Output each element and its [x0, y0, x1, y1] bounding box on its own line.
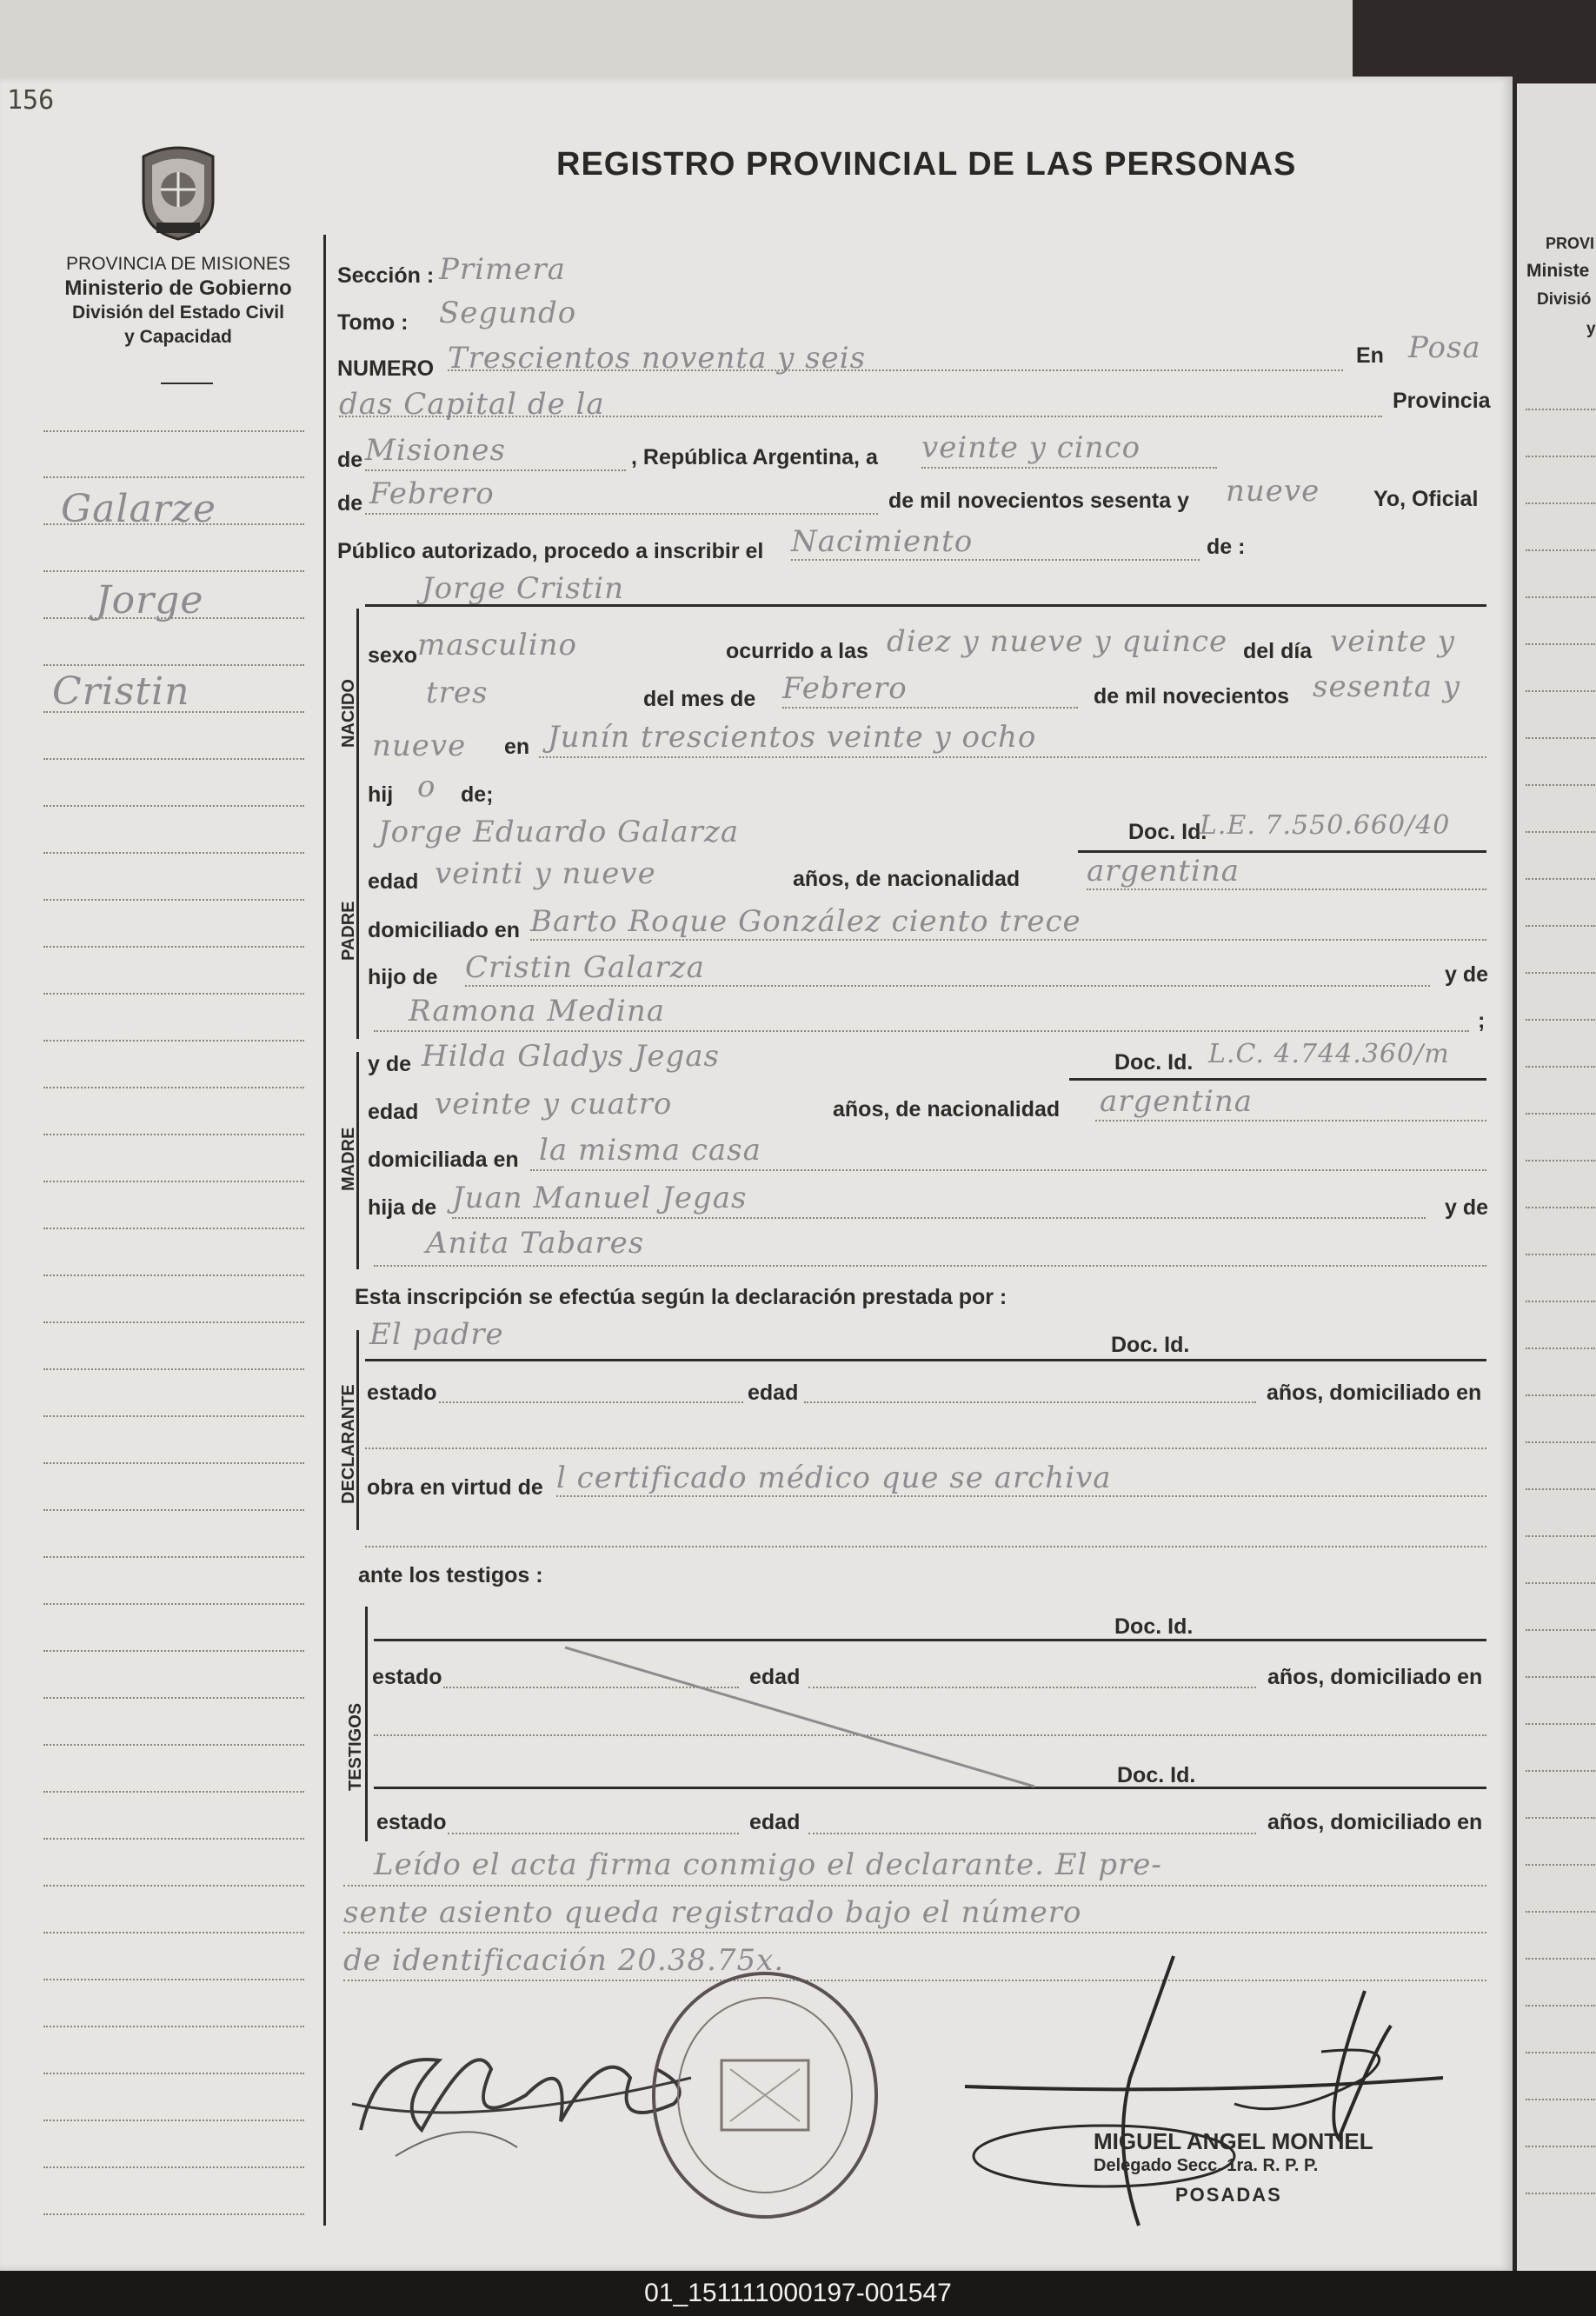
side-page-line: [1526, 596, 1595, 598]
year-value: nueve: [1226, 474, 1320, 509]
child-name-line: [365, 604, 1486, 607]
lugar-line: [539, 756, 1486, 758]
division-label-2: y Capacidad: [124, 327, 232, 347]
margin-line: [43, 1932, 304, 1933]
province-seal-icon: [130, 139, 226, 243]
margin-line: [43, 2120, 304, 2121]
hij-label: hij: [368, 782, 394, 807]
corner-number: 156: [7, 85, 55, 116]
issuer-block: [35, 252, 322, 349]
declarante-intro: Esta inscripción se efectúa según la declaración prestada por :: [355, 1285, 1007, 1309]
madre-abuela: Anita Tabares: [426, 1226, 645, 1261]
side-page-line: [1526, 1676, 1595, 1678]
margin-line: [43, 1181, 304, 1182]
margin-line: [43, 1228, 304, 1229]
madre-hija-label: hija de: [368, 1195, 437, 1220]
margin-note-surname: Galarze: [61, 487, 216, 531]
ministry-label: Ministerio de Gobierno: [64, 276, 292, 300]
madre-domicilio-value: la misma casa: [539, 1133, 761, 1168]
province-value: Misiones: [365, 433, 506, 468]
form-left-border: [323, 235, 326, 2226]
side-page-line: [1526, 1911, 1595, 1913]
seccion-value: Primera: [439, 252, 566, 287]
padre-abuela-line: [374, 1030, 1469, 1032]
margin-line: [43, 993, 304, 995]
numero-label: NUMERO: [337, 356, 435, 381]
madre-hija-value: Juan Manuel Jegas: [452, 1181, 748, 1215]
margin-line: [43, 1274, 304, 1276]
padre-section-label: PADRE: [339, 901, 358, 961]
declarante-obra-label: obra en virtud de: [367, 1475, 543, 1500]
margin-line: [43, 2026, 304, 2027]
side-page-line: [1526, 1770, 1595, 1772]
side-page-line: [1526, 1066, 1595, 1068]
margin-line: [43, 570, 304, 572]
closing-line-3: de identificación 20.38.75x.: [343, 1943, 785, 1978]
lugar-value: Junín trescientos veinte y ocho: [548, 720, 1037, 755]
padre-dom-line: [530, 939, 1486, 941]
month-line: [365, 513, 878, 515]
de-colon-label: de :: [1207, 535, 1246, 559]
side-page-line: [1526, 878, 1595, 880]
side-page-line: [1526, 643, 1595, 645]
side-page-line: [1526, 1113, 1595, 1115]
official-title: Delegado Secc. 1ra. R. P. P.: [1094, 2156, 1319, 2175]
testigo2-edad-label: edad: [749, 1810, 801, 1834]
padre-edad-value: veinti y nueve: [435, 856, 656, 891]
side-page-line1: PROVI: [1546, 235, 1595, 252]
side-page-line: [1526, 1301, 1595, 1302]
de-label: de: [337, 448, 363, 472]
en-label: En: [1356, 343, 1384, 368]
side-page-line: [1526, 502, 1595, 504]
madre-nombre: Hilda Gladys Jegas: [422, 1039, 721, 1074]
margin-line: [43, 1040, 304, 1042]
margin-line: [43, 2166, 304, 2168]
margin-line: [43, 899, 304, 901]
margin-line: [43, 2073, 304, 2074]
declarante-obra-line: [556, 1495, 1486, 1497]
official-stamp-icon: [635, 1965, 895, 2226]
official-name: MIGUEL ANGEL MONTIEL: [1094, 2128, 1373, 2154]
side-page-line: [1526, 2099, 1595, 2100]
declarante-dom-line: [365, 1448, 1486, 1449]
margin-line: [43, 1791, 304, 1793]
madre-nacionalidad-label: años, de nacionalidad: [833, 1097, 1061, 1121]
padre-nacionalidad-value: argentina: [1087, 854, 1240, 888]
numero-line: [448, 369, 1343, 371]
side-page-line: [1526, 1864, 1595, 1866]
republica-label: , República Argentina, a: [631, 445, 878, 469]
testigo2-estado-label: estado: [376, 1810, 447, 1834]
side-page-line: [1526, 972, 1595, 974]
hora-value: diez y nueve y quince: [887, 624, 1228, 659]
testigo1-doc-label: Doc. Id.: [1114, 1614, 1194, 1639]
padre-domicilio-value: Barto Roque González ciento trece: [530, 904, 1081, 939]
margin-line: [43, 430, 304, 432]
madre-doc-line: [1069, 1078, 1486, 1081]
declarante-extra-line: [365, 1546, 1486, 1547]
side-page-line2: Ministe: [1526, 261, 1590, 281]
testigo1-edad-label: edad: [749, 1665, 801, 1689]
padre-hijo-label: hijo de: [368, 965, 438, 989]
side-page-line: [1526, 2005, 1595, 2007]
madre-yde-label-2: y de: [1445, 1195, 1489, 1220]
anio-continuation: nueve: [372, 729, 467, 763]
margin-line: [43, 1556, 304, 1558]
madre-domicilio-label: domiciliada en: [368, 1148, 519, 1172]
side-page-line: [1526, 1348, 1595, 1349]
en-value: Posa: [1408, 330, 1481, 365]
margin-line: [43, 1134, 304, 1135]
madre-hija-line: [452, 1217, 1426, 1219]
margin-line: [43, 1415, 304, 1417]
image-id-footer: 01_151111000197-001547: [0, 2271, 1596, 2316]
testigos-intro: ante los testigos :: [358, 1563, 543, 1587]
anio-label: de mil novecientos: [1094, 684, 1290, 709]
margin-line: [43, 1697, 304, 1699]
sexo-value: masculino: [417, 628, 578, 662]
margin-line: [43, 2213, 304, 2215]
testigo2-doc-label: Doc. Id.: [1117, 1763, 1196, 1787]
side-page-line: [1526, 2146, 1595, 2147]
margin-line: [43, 805, 304, 807]
padre-nombre: Jorge Eduardo Galarza: [378, 815, 740, 849]
side-page-line: [1526, 1441, 1595, 1443]
madre-doc-value: L.C. 4.744.360/m: [1208, 1039, 1450, 1069]
margin-line: [43, 1744, 304, 1746]
padre-hijo-line: [465, 985, 1430, 987]
padre-nac-line: [1087, 888, 1486, 890]
madre-nac-line: [1095, 1120, 1486, 1121]
year-label: de mil novecientos sesenta y: [888, 489, 1189, 513]
side-page-line4: y: [1586, 320, 1596, 338]
declarante-doc-label: Doc. Id.: [1111, 1333, 1190, 1357]
margin-line: [43, 1087, 304, 1088]
padre-nacionalidad-label: años, de nacionalidad: [793, 867, 1021, 891]
testigos-section-label: TESTIGOS: [346, 1702, 365, 1791]
margin-line: [43, 1979, 304, 1980]
mes-line: [782, 707, 1078, 709]
side-page-line: [1526, 784, 1595, 786]
background-top-dark: [1353, 0, 1596, 83]
side-page-line: [1526, 1488, 1595, 1490]
margin-line: [43, 1885, 304, 1887]
margin-line: [43, 1321, 304, 1323]
madre-dom-line: [530, 1169, 1486, 1171]
side-page-line: [1526, 2193, 1595, 2194]
declarante-edad-line: [804, 1401, 1256, 1403]
declarante-edad-label: edad: [748, 1381, 799, 1405]
testigo2-estado-line: [448, 1833, 739, 1834]
side-page-line: [1526, 456, 1595, 457]
side-page-line3: Divisió: [1537, 290, 1592, 309]
side-page-line: [1526, 1019, 1595, 1021]
margin-line: [43, 852, 304, 854]
side-page-line: [1526, 1817, 1595, 1819]
closing-rule-2: [343, 1932, 1486, 1933]
madre-edad-label: edad: [368, 1100, 419, 1124]
padre-doc-label: Doc. Id.: [1128, 820, 1207, 844]
margin-line: [43, 946, 304, 948]
dia-continuation: tres: [426, 676, 489, 710]
issuer-underline: [161, 383, 213, 384]
province-line: [365, 469, 626, 471]
side-page-line: [1526, 690, 1595, 692]
margin-line: [43, 476, 304, 478]
side-page-line: [1526, 925, 1595, 927]
act-value: Nacimiento: [791, 524, 974, 559]
madre-yde-label: y de: [368, 1052, 412, 1076]
side-page-line: [1526, 1582, 1595, 1584]
side-page-line: [1526, 1254, 1595, 1255]
margin-line: [43, 1838, 304, 1840]
madre-doc-label: Doc. Id.: [1114, 1050, 1194, 1075]
side-page-line: [1526, 1394, 1595, 1396]
margin-line: [43, 664, 304, 666]
closing-line-1: Leído el acta firma conmigo el declarante. El pre-: [374, 1847, 1162, 1882]
padre-domicilio-label: domiciliado en: [368, 918, 521, 942]
side-page-line: [1526, 737, 1595, 739]
margin-line: [43, 1462, 304, 1464]
de-semicolon-label: de;: [461, 782, 494, 807]
nacido-section-label: NACIDO: [339, 679, 358, 748]
day-line: [921, 467, 1217, 469]
provincia-label: Provincia: [1393, 389, 1491, 413]
side-page-line: [1526, 2052, 1595, 2053]
testigo2-edad-line: [808, 1833, 1256, 1834]
padre-semicolon: ;: [1478, 1008, 1486, 1033]
margin-line: [43, 758, 304, 760]
padre-hijo-value: Cristin Galarza: [465, 950, 705, 985]
adjacent-page: [1517, 83, 1596, 2271]
side-page-line: [1526, 1723, 1595, 1725]
day-value: veinte y cinco: [921, 430, 1141, 465]
side-page-line: [1526, 409, 1595, 410]
testigo1-anios-label: años, domiciliado en: [1267, 1665, 1483, 1689]
madre-nacionalidad-value: argentina: [1100, 1084, 1254, 1119]
margin-line: [43, 1509, 304, 1511]
testigo1-estado-label: estado: [372, 1665, 442, 1689]
ocurrido-label: ocurrido a las: [726, 639, 868, 663]
madre-edad-value: veinte y cuatro: [435, 1087, 673, 1121]
numero-value: Trescientos noventa y seis: [448, 341, 867, 376]
declarante-anios-label: años, domiciliado en: [1267, 1381, 1482, 1405]
testigo2-anios-label: años, domiciliado en: [1267, 1810, 1483, 1834]
hij-value: o: [417, 769, 436, 804]
de-label-2: de: [337, 491, 363, 516]
tomo-value: Segundo: [439, 296, 577, 330]
side-page-line: [1526, 1535, 1595, 1537]
yo-label: Yo, Oficial: [1373, 487, 1479, 511]
side-page-line: [1526, 1160, 1595, 1161]
child-name: Jorge Cristin: [422, 571, 625, 606]
declarante-doc-line: [365, 1359, 1486, 1361]
official-city: POSADAS: [1175, 2184, 1282, 2206]
declarante-estado-label: estado: [367, 1381, 437, 1405]
act-line: [791, 559, 1200, 561]
padre-doc-line: [1078, 850, 1486, 853]
margin-note-firstname: Jorge: [96, 578, 204, 622]
month-value: Febrero: [369, 476, 495, 511]
padre-doc-value: L.E. 7.550.660/40: [1200, 810, 1451, 841]
tomo-label: Tomo :: [337, 310, 409, 335]
anio-value: sesenta y: [1313, 669, 1460, 704]
side-page-line: [1526, 1958, 1595, 1960]
closing-rule-1: [343, 1885, 1486, 1887]
testigos-cancel-stroke: [556, 1639, 1043, 1795]
madre-section-label: MADRE: [339, 1127, 358, 1191]
declarante-nombre: El padre: [369, 1317, 504, 1352]
side-page-line: [1526, 831, 1595, 833]
place-line: [339, 416, 1382, 417]
padre-abuela: Ramona Medina: [409, 994, 666, 1028]
sexo-label: sexo: [368, 643, 417, 668]
place-continuation: das Capital de la: [339, 387, 605, 422]
declarante-obra-value: l certificado médico que se archiva: [556, 1461, 1112, 1495]
side-page-line: [1526, 549, 1595, 551]
province-label: PROVINCIA DE MISIONES: [66, 254, 290, 274]
document-title: REGISTRO PROVINCIAL DE LAS PERSONAS: [556, 146, 1297, 183]
publico-label: Público autorizado, procedo a inscribir el: [337, 539, 764, 563]
padre-yde-label: y de: [1445, 962, 1489, 987]
mes-label: del mes de: [643, 687, 756, 711]
side-page-line: [1526, 1207, 1595, 1208]
declarante-section-label: DECLARANTE: [339, 1384, 358, 1504]
division-label-1: División del Estado Civil: [72, 303, 284, 323]
margin-line: [43, 1368, 304, 1370]
seccion-label: Sección :: [337, 263, 435, 288]
del-dia-label: del día: [1243, 639, 1313, 663]
margin-line: [43, 1603, 304, 1605]
padre-edad-label: edad: [368, 869, 419, 894]
en-place-label: en: [504, 735, 530, 759]
side-page-line: [1526, 1629, 1595, 1631]
margin-note-secondname: Cristin: [52, 669, 190, 714]
declarante-estado-line: [439, 1401, 743, 1403]
dia-value: veinte y: [1330, 624, 1455, 659]
closing-line-2: sente asiento queda registrado bajo el número: [343, 1895, 1082, 1930]
margin-line: [43, 1650, 304, 1652]
mes-value: Febrero: [782, 671, 908, 706]
madre-abuela-line: [374, 1265, 1486, 1267]
